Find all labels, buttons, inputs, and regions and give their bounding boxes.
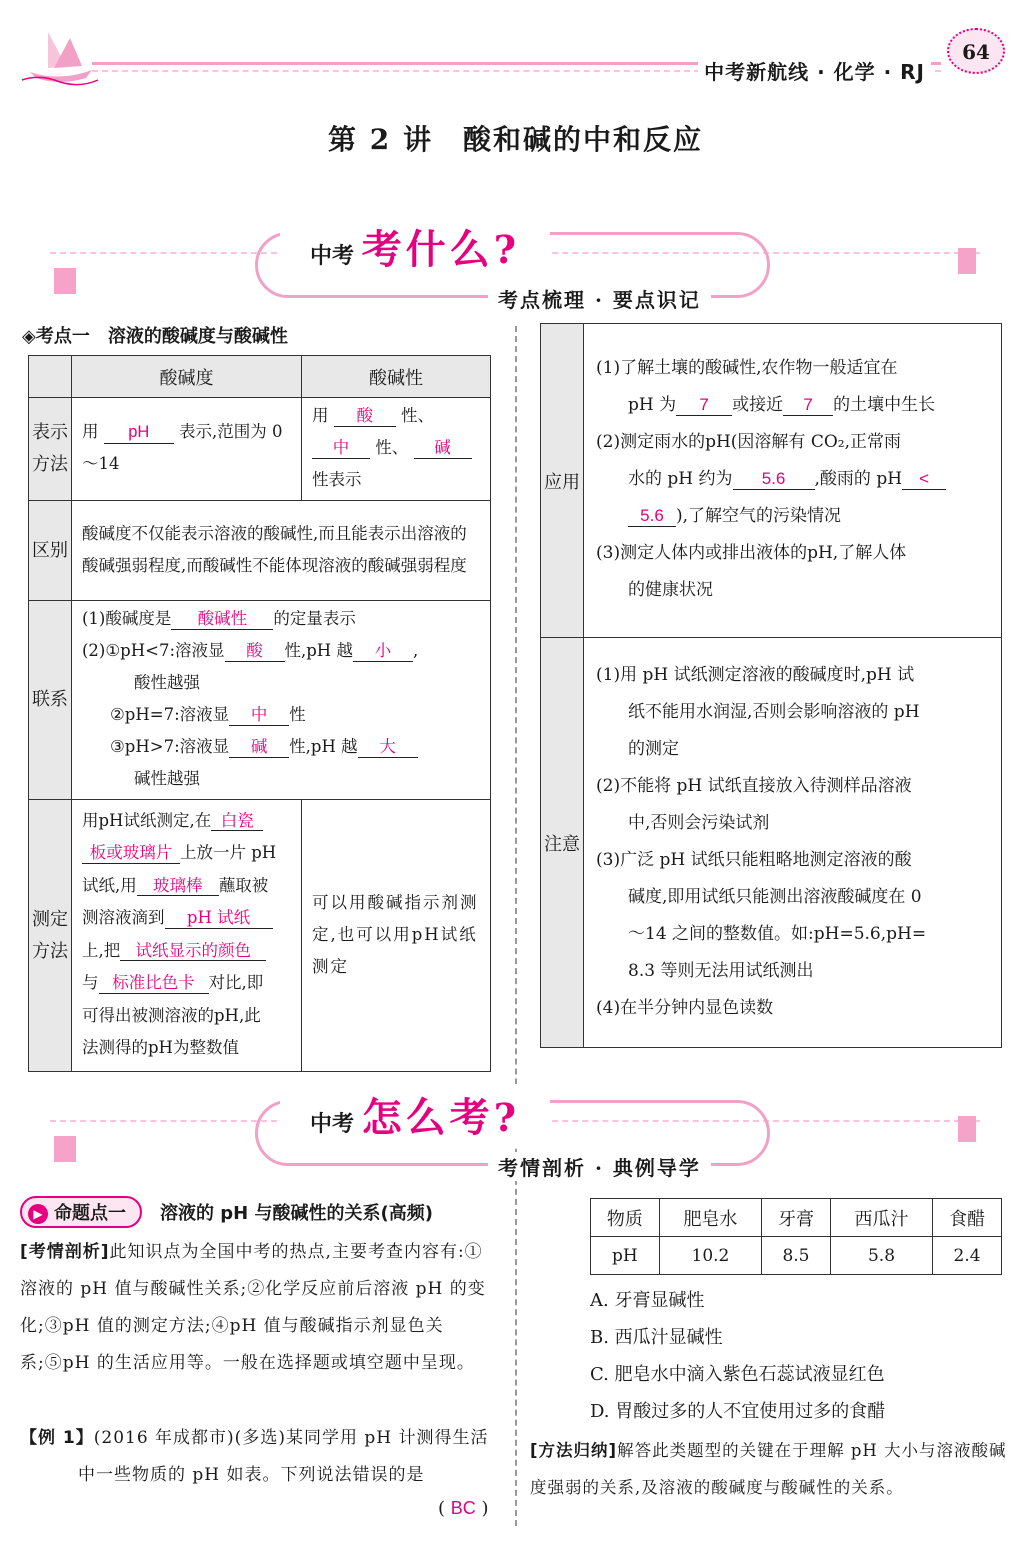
- banner-subtitle: 考点梳理 · 要点识记: [488, 284, 711, 313]
- row-label: 联系: [29, 601, 72, 800]
- answer-blank: 酸: [334, 406, 396, 427]
- banner-heading: 考什么: [361, 226, 494, 273]
- acidity-table: 酸碱度 酸碱性 表示方法 用 pH 表示,范围为 0～14 用 酸 性、 中 性、 碱 性表示 区别 酸碱度不仅能表示溶液的酸碱性,而且能表示出溶液的酸碱强弱程度,而酸碱性不能体现溶液的酸碱强弱程度 联系 (1)酸碱度是 酸碱性 的定量表示 (2)①pH<7:溶液显 酸 性,pH 越 小 , 酸性越强 ②pH=7:溶液显 中 性 ③pH>7:溶液显 碱 性,pH 越 大 碱性越强 测定方法 用pH试纸测定,在 白瓷 板或玻璃片 上放一片 pH 试纸,用 玻璃棒 蘸取被 测溶液滴到 pH 试纸 上,把 试纸显示的颜色 与 标准比色卡 对比,即 可得出被测溶液的pH,此 法测得的pH为整数值 可以用酸碱指示剂测定,也可以用pH试纸测定: [28, 355, 491, 1072]
- answer-blank: 7: [676, 395, 732, 416]
- answer-blank: 大: [358, 737, 418, 758]
- banner-heading: 怎么考: [361, 1094, 494, 1141]
- method-alt-text: 可以用酸碱指示剂测定,也可以用pH试纸测定: [302, 800, 491, 1072]
- answer-blank: 酸: [225, 641, 285, 662]
- row-label: 注意: [541, 638, 584, 1048]
- example-question: 【例 1】(2016 年成都市)(多选)某同学用 pH 计测得生活中一些物质的 pH 如表。下列说法错误的是: [20, 1428, 489, 1485]
- answer-blank: 标准比色卡: [99, 973, 209, 994]
- table-cell: 2.4: [933, 1237, 1002, 1275]
- header-series: 中考新航线 · 化学 · RJ: [698, 56, 931, 85]
- answer-blank: 碱: [414, 438, 472, 459]
- option-d: D. 胃酸过多的人不宜使用过多的食醋: [590, 1401, 886, 1422]
- answer-blank: 碱: [229, 737, 289, 758]
- section-banner-what: 中考 考什么? 考点梳理 · 要点识记: [50, 212, 980, 312]
- table-cell: 肥皂水: [659, 1199, 761, 1237]
- answer-blank: 中: [229, 705, 289, 726]
- option-a: A. 牙膏显碱性: [590, 1290, 705, 1311]
- answer-blank: 小: [353, 641, 413, 662]
- table-cell: 西瓜汁: [830, 1199, 932, 1237]
- logo-ship-icon: [20, 24, 100, 86]
- section-banner-how: 中考 怎么考? 考情剖析 · 典例导学: [50, 1080, 980, 1180]
- difference-text: 酸碱度不仅能表示溶液的酸碱性,而且能表示出溶液的酸碱强弱程度,而酸碱性不能体现溶液的酸碱强弱程度: [72, 501, 491, 601]
- method-summary: [方法归纳]解答此类题型的关键在于理解 pH 大小与溶液酸碱度强弱的关系,及溶液的酸碱度与酸碱性的关系。: [530, 1441, 1007, 1497]
- table-cell: 食醋: [933, 1199, 1002, 1237]
- answer-blank: pH 试纸: [165, 908, 273, 929]
- play-icon: ▶: [28, 1204, 48, 1224]
- column-divider: [515, 326, 517, 1526]
- answer-blank: 5.6: [733, 469, 815, 490]
- answer-value: BC: [450, 1498, 476, 1518]
- section-title: ◈考点一 溶液的酸碱度与酸碱性: [22, 326, 288, 347]
- topic-heading: ▶ 命题点一 溶液的 pH 与酸碱性的关系(高频): [20, 1196, 433, 1228]
- answer-blank: 试纸显示的颜色: [120, 941, 266, 962]
- page-number: 64: [947, 28, 1005, 74]
- row-label: 应用: [541, 324, 584, 638]
- lesson-title: 第 2 讲 酸和碱的中和反应: [328, 123, 703, 156]
- col-header: 酸碱度: [72, 356, 302, 398]
- table-cell: 5.8: [830, 1237, 932, 1275]
- option-c: C. 肥皂水中滴入紫色石蕊试液显红色: [590, 1364, 885, 1385]
- banner-subtitle: 考情剖析 · 典例导学: [488, 1152, 711, 1181]
- analysis-paragraph: [考情剖析]此知识点为全国中考的热点,主要考查内容有:①溶液的 pH 值与酸碱性关系;②化学反应前后溶液 pH 的变化;③pH 值的测定方法;④pH 值与酸碱指示剂显色关系;⑤pH 的生活应用等。一般在选择题或填空题中呈现。: [20, 1242, 486, 1373]
- answer-blank: 白瓷: [211, 811, 263, 832]
- row-label: 区别: [29, 501, 72, 601]
- answer-blank: pH: [104, 423, 174, 444]
- table-cell: 牙膏: [762, 1199, 831, 1237]
- answer-blank: <: [902, 469, 946, 490]
- table-cell: 物质: [591, 1199, 660, 1237]
- answer-bracket: ( BC ): [438, 1498, 489, 1519]
- answer-blank: 5.6: [628, 506, 676, 527]
- row-label: 表示方法: [29, 398, 72, 501]
- table-cell: pH: [591, 1237, 660, 1275]
- table-cell: 8.5: [762, 1237, 831, 1275]
- answer-blank: 7: [783, 395, 833, 416]
- ph-table: [590, 1198, 1002, 1275]
- table-cell: 10.2: [659, 1237, 761, 1275]
- option-b: B. 西瓜汁显碱性: [590, 1327, 723, 1348]
- answer-blank: 酸碱性: [171, 609, 273, 630]
- answer-blank: 中: [312, 438, 370, 459]
- row-label: 测定方法: [29, 800, 72, 1072]
- answer-blank: 板或玻璃片: [82, 843, 180, 864]
- application-table: 应用 (1)了解土壤的酸碱性,农作物一般适宜在 pH 为 7 或接近 7 的土壤中生长 (2)测定雨水的pH(因溶解有 CO₂,正常雨 水的 pH 约为 5.6 ,酸雨的 pH < 5.6 ),了解空气的污染情况 (3)测定人体内或排出液体的pH,了解人体 的健康状况 注意 (1)用 pH 试纸测定溶液的酸碱度时,pH 试 纸不能用水润湿,否则会影响溶液的 pH 的测定 (2)不能将 pH 试纸直接放入待测样品溶液 中,否则会污染试剂 (3)广泛 pH 试纸只能粗略地测定溶液的酸 碱度,即用试纸只能测出溶液酸碱度在 0 ～14 之间的整数值。如:pH=5.6,pH= 8.3 等则无法用试纸测出 (4)在半分钟内显色读数: [540, 323, 1002, 1048]
- col-header: 酸碱性: [302, 356, 491, 398]
- topic-badge: ▶ 命题点一: [20, 1196, 142, 1228]
- answer-blank: 玻璃棒: [137, 876, 219, 897]
